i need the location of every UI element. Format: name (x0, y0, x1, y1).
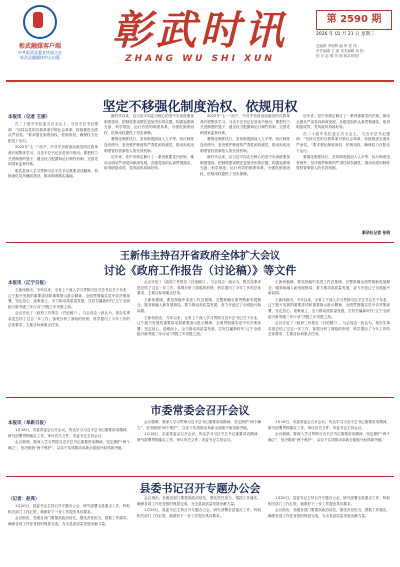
paragraph: 王新伟指出，今年以来，全省上下深入学习贯彻习近平总书记关于东北、辽宁振兴发展的重要讲话和重要指示批示精神，全面贯彻落实党中央决策部署，坚定信心、迎难而上，全力推动高质量发展，打好打赢新时代“辽宁全面振兴新突破三年行动”决胜之年决胜之战。 (8, 288, 130, 309)
paragraph: 会议强调，要深入学习贯彻习近平总书记重要讲话精神，坚定拥护“两个确立”、坚决做到“两个维护”，以实干实绩推动阜新全面振兴取得新突破。 (8, 440, 130, 450)
story2-dateline: 本报讯（辽宁日报） (8, 281, 49, 286)
masthead-header (0, 0, 400, 80)
paragraph: 要强化制度执行，坚持制度面前人人平等、执行制度没有例外，坚决维护制度的严肃性和权威性，推动形成用制度管权管事管人的长效机制。 (296, 155, 390, 171)
paragraph: 王新伟指出，今年以来，全省上下深入学习贯彻习近平总书记关于东北、辽宁振兴发展的重要讲话和重要指示批示精神，全面贯彻落实党中央决策部署，坚定信心、迎难而上，全力推动高质量发展，打好打赢新时代“辽宁全面振兴新突破三年行动”决胜之年决胜之战。 (268, 297, 390, 319)
paragraph: 在二十届中央纪委五次全会上，习近平总书记强调：“坚持以党的自我革命引领社会革命，持续推进全面从严治党。”要求强化制度治权、依规用权，确保权力在阳光下运行。 (8, 122, 98, 143)
paragraph: 1月20日，县委书记主持召开专题办公会，研究部署全县重点工作，听取相关部门工作汇报，就做好下一步工作提出具体要求。 (268, 496, 390, 506)
editorial-credits (316, 44, 394, 59)
paragraph: 2025年“七一”前夕，中共中央政治局就党的自我革命开展集体学习，习近平总书记在讲话中指出，要把权力关进制度的笼子，健全权力配置和运行制约机制，完善党和国家监督体系。 (200, 114, 290, 135)
paragraph: 会议讨论了《政府工作报告（讨论稿）》。与会同志一致认为，报告实事求是总结了过去一年工作，客观分析了面临的形势，科学提出了今年工作的总体要求、主要目标和重点任务。 (268, 321, 390, 337)
paragraph: 会议强调，要深入学习贯彻习近平总书记重要讲话精神，坚定拥护“两个确立”、坚决做到“两个维护”，以实干实绩推动阜新全面振兴取得新突破。 (137, 420, 261, 430)
story4-dateline: （记者：赵亮） (8, 497, 40, 502)
header-rule (6, 80, 394, 82)
story1-column-3 (200, 114, 290, 238)
media-app-logo[interactable] (8, 5, 72, 77)
issue-number: 第 2590 期 (326, 14, 382, 25)
paragraph: 在二十届中央纪委五次全会上，习近平总书记强调：“坚持以党的自我革命引领社会革命，持续推进全面从严治党。”要求强化制度治权、依规用权，确保权力在阳光下运行。 (296, 131, 390, 153)
paragraph: 要强化制度执行，坚持制度面前人人平等、执行制度没有例外，坚决维护制度的严肃性和权威性，推动形成用制度管权管事管人的长效机制。 (104, 137, 194, 153)
story2-headline-top[interactable]: 王新伟主持召开省政府全体扩大会议 (120, 251, 280, 262)
credit-line: 责任编辑 王 丽 美术编辑 刘 阳 (316, 49, 364, 53)
paragraph: 王新伟强调，要坚持稳中求进工作总基调，完整准确全面贯彻新发展理念，服务和融入新发展格局，着力推动高质量发展，奋力开创辽宁全面振兴新局面。 (268, 280, 390, 296)
story4-headline[interactable]: 县委书记召开专题办公会 (139, 482, 261, 495)
newspaper-title (95, 8, 305, 64)
story1-column-2 (104, 114, 194, 238)
paragraph: 新时代以来，以习近平同志为核心的党中央高度重视制度建设，把制度建设摆在更加突出的位置，构建起系统完备、科学规范、运行有效的制度体系，为强化制度治权、依规用权提供了坚实保障。 (104, 114, 194, 135)
story2-column-2 (137, 280, 261, 392)
credit-line: 总编辑 李明辉 编 审 张 伟 (316, 44, 357, 48)
masthead-chinese: 彰武时讯 (112, 7, 288, 54)
logo-sub-1: 中共彰武县委宣传部主办 (18, 50, 62, 55)
logo-sub-2: 彰武县融媒体中心出版 (20, 55, 60, 60)
logo-name: 彰武融媒客户端 (18, 43, 61, 50)
paragraph: 会议指出，各级各部门要提高政治站位，强化责任担当，狠抓工作落实，确保各项工作任务按时保质完成，为全县高质量发展贡献力量。 (8, 516, 130, 526)
story1-dateline: 本报讯（记者 王丽） (8, 115, 51, 120)
section-divider (6, 476, 394, 477)
paragraph: 会议指出，各级各部门要提高政治站位，强化责任担当，狠抓工作落实，确保各项工作任务按时保质完成，为全县高质量发展贡献力量。 (268, 508, 390, 518)
section-divider (6, 397, 394, 398)
paragraph: 近年来，党中央制定修订了一系列重要党内法规，推动全面从严治党向纵深发展，各级党组织认真贯彻落实，取得明显成效，党风政风持续好转。 (296, 114, 390, 130)
paragraph: 1月18日，市委常委会召开会议，传达学习习近平总书记重要讲话精神，研究部署贯彻落实工作，审议有关文件。市委书记主持会议。 (8, 428, 130, 438)
paragraph: 王新伟指出，今年以来，全省上下深入学习贯彻习近平总书记关于东北、辽宁振兴发展的重要讲话和重要指示批示精神，全面贯彻落实党中央决策部署，坚定信心、迎难而上，全力推动高质量发展，打好打赢新时代“辽宁全面振兴新突破三年行动”决胜之年决胜之战。 (137, 315, 261, 337)
logo-icon (23, 5, 57, 39)
story1-byline: 新华社记者 张明 (362, 230, 390, 235)
paragraph: 1月18日，市委常委会召开会议，传达学习习近平总书记重要讲话精神，研究部署贯彻落实工作，审议有关文件。市委书记主持会议。 (268, 420, 390, 430)
paragraph: 会议讨论了《政府工作报告（讨论稿）》。与会同志一致认为，报告实事求是总结了过去一年工作，客观分析了面临的形势，科学提出了今年工作的总体要求、主要目标和重点任务。 (8, 311, 130, 327)
paragraph: 2025年“七一”前夕，中共中央政治局就党的自我革命开展集体学习，习近平总书记在讲话中指出，要把权力关进制度的笼子，健全权力配置和运行制约机制，完善党和国家监督体系。 (8, 145, 98, 167)
masthead-pinyin: ZHANG WU SHI XUN (125, 54, 275, 64)
story4-column-1 (8, 504, 130, 562)
story2-column-3 (268, 280, 390, 392)
story3-dateline: 本报讯（阜新日报） (8, 421, 49, 426)
paragraph: 彰武县深入学习贯彻习近平总书记重要讲话精神，持续深化党风廉政建设，推动制度落实落地。 (8, 168, 98, 179)
section-divider (6, 242, 394, 243)
story3-column-1 (8, 428, 130, 474)
story4-column-2 (137, 496, 261, 562)
issue-number-box (316, 10, 392, 30)
story2-column-1 (8, 288, 130, 392)
story3-headline[interactable]: 市委常委会召开会议 (150, 404, 250, 417)
paragraph: 1月20日，县委书记主持召开专题办公会，研究部署全县重点工作，听取相关部门工作汇报，就做好下一步工作提出具体要求。 (137, 508, 261, 518)
story1-column-1 (8, 122, 98, 238)
paragraph: 1月18日，市委常委会召开会议，传达学习习近平总书记重要讲话精神，研究部署贯彻落实工作，审议有关文件。市委书记主持会议。 (137, 432, 261, 442)
paragraph: 新时代以来，以习近平同志为核心的党中央高度重视制度建设，把制度建设摆在更加突出的位置，构建起系统完备、科学规范、运行有效的制度体系，为强化制度治权、依规用权提供了坚实保障。 (200, 155, 290, 176)
story3-column-3 (268, 420, 390, 474)
story1-headline[interactable]: 坚定不移强化制度治权、依规用权 (102, 100, 298, 115)
paragraph: 会议指出，各级各部门要提高政治站位，强化责任担当，狠抓工作落实，确保各项工作任务按时保质完成，为全县高质量发展贡献力量。 (137, 496, 261, 506)
paragraph: 会议强调，要深入学习贯彻习近平总书记重要讲话精神，坚定拥护“两个确立”、坚决做到“两个维护”，以实干实绩推动阜新全面振兴取得新突破。 (268, 432, 390, 442)
paragraph: 1月20日，县委书记主持召开专题办公会，研究部署全县重点工作，听取相关部门工作汇报，就做好下一步工作提出具体要求。 (8, 504, 130, 514)
paragraph: 要强化制度执行，坚持制度面前人人平等、执行制度没有例外，坚决维护制度的严肃性和权威性，推动形成用制度管权管事管人的长效机制。 (200, 137, 290, 153)
credit-line: 校 对 赵 敏 印 刷 彰武印刷厂 (316, 54, 362, 58)
paragraph: 近年来，党中央制定修订了一系列重要党内法规，推动全面从严治党向纵深发展，各级党组织认真贯彻落实，取得明显成效，党风政风持续好转。 (104, 155, 194, 171)
story4-column-3 (268, 496, 390, 562)
story3-column-2 (137, 420, 261, 474)
paragraph: 会议讨论了《政府工作报告（讨论稿）》。与会同志一致认为，报告实事求是总结了过去一年工作，客观分析了面临的形势，科学提出了今年工作的总体要求、主要目标和重点任务。 (137, 280, 261, 296)
issue-date: 2026 年 01 月 21 日 星期三 (316, 32, 375, 37)
story1-column-4 (296, 114, 390, 228)
story2-headline-main[interactable]: 讨论《政府工作报告（讨论稿）》等文件 (103, 264, 297, 277)
paragraph: 王新伟强调，要坚持稳中求进工作总基调，完整准确全面贯彻新发展理念，服务和融入新发展格局，着力推动高质量发展，奋力开创辽宁全面振兴新局面。 (137, 297, 261, 313)
